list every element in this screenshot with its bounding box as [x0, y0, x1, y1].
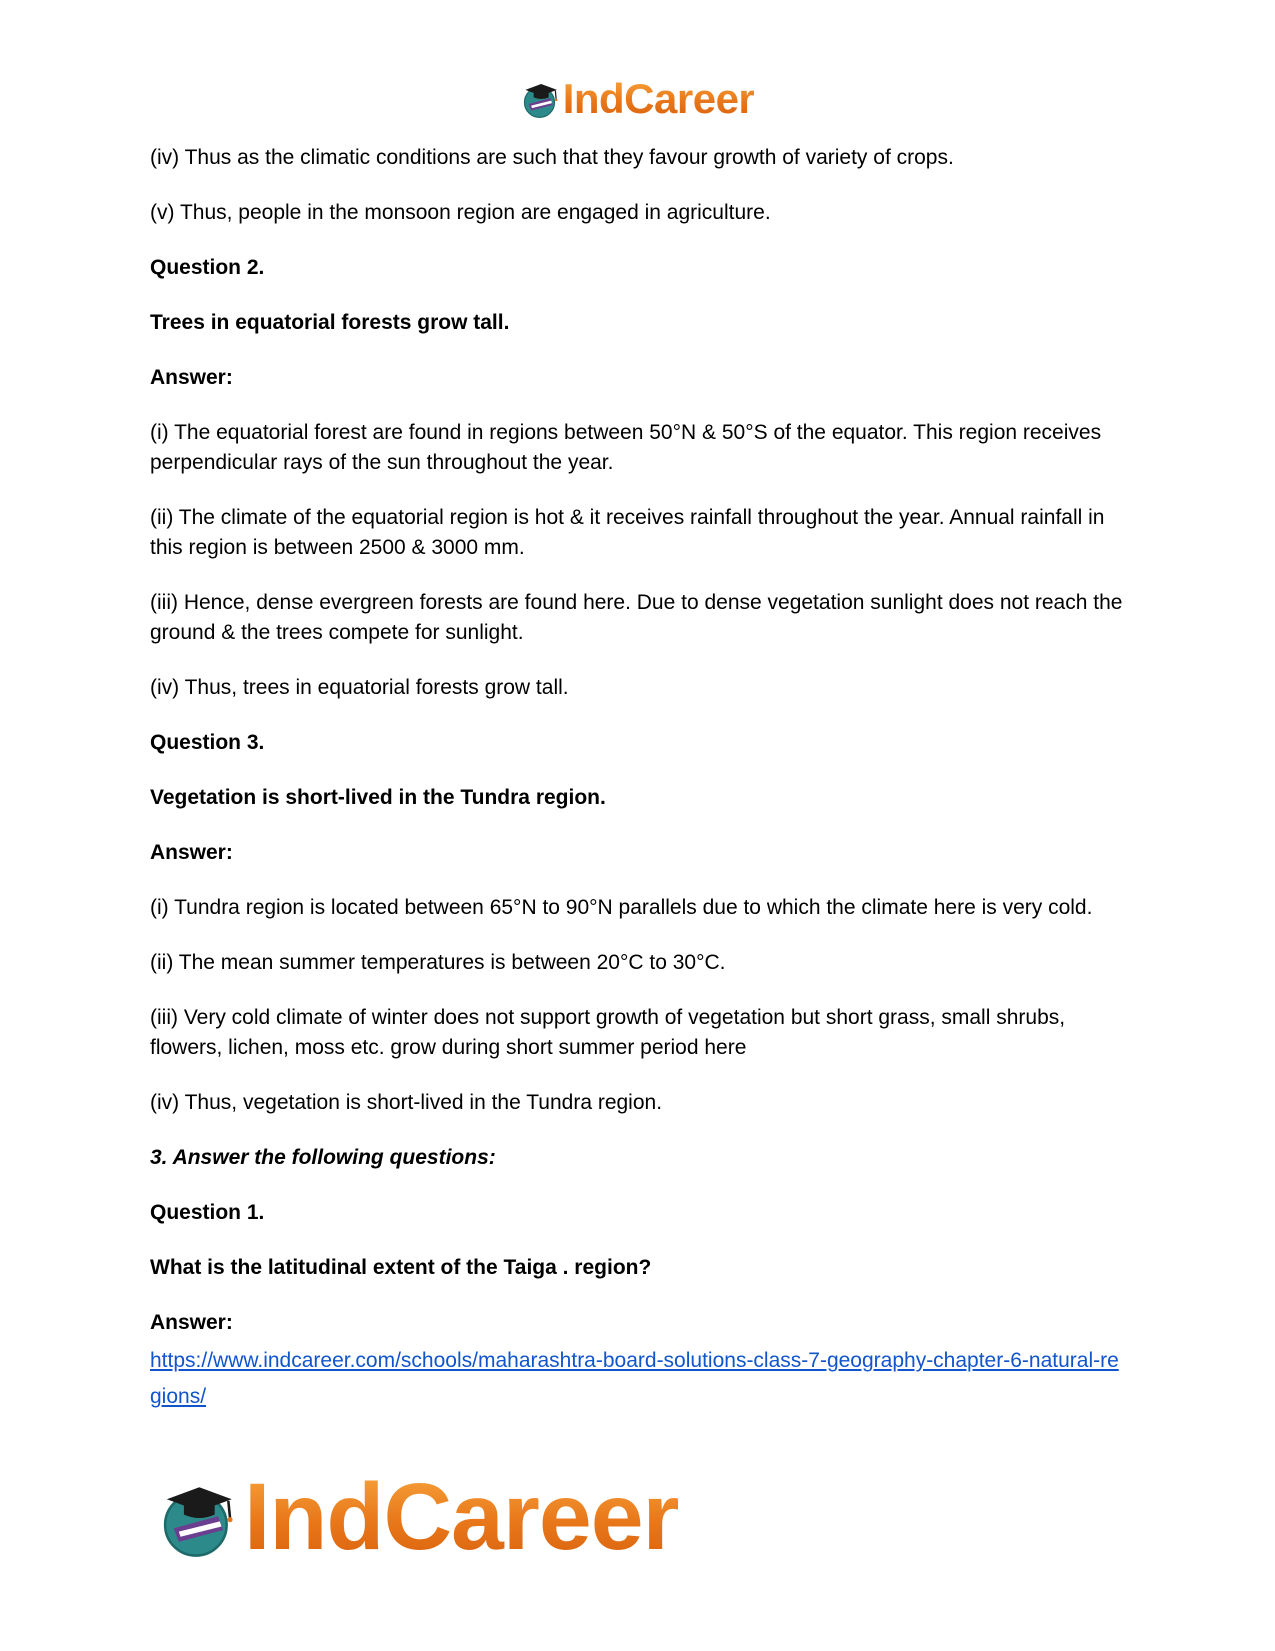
logo-text: IndCareer: [562, 75, 755, 122]
question-heading: Question 1.: [150, 1201, 265, 1224]
paragraph: (iii) Very cold climate of winter does not support growth of vegetation but short grass, small shrubs, flowers, lichen, moss etc. grow during short summer period here: [150, 1006, 1066, 1059]
paragraph: (v) Thus, people in the monsoon region are engaged in agriculture.: [150, 201, 771, 224]
paragraph: (iv) Thus as the climatic conditions are such that they favour growth of variety of crops.: [150, 146, 954, 169]
globe-book-graduation-cap-icon: [521, 79, 563, 119]
paragraph: (ii) The mean summer temperatures is between 20°C to 30°C.: [150, 951, 726, 974]
question-text: Vegetation is short-lived in the Tundra region.: [150, 786, 606, 809]
question-heading: Question 3.: [150, 731, 265, 754]
document-body: [150, 143, 1140, 1415]
paragraph: (iii) Hence, dense evergreen forests are found here. Due to dense vegetation sunlight does not reach the ground & the trees compete for sunlight.: [150, 591, 1123, 644]
paragraph: (i) Tundra region is located between 65°N to 90°N parallels due to which the climate here is very cold.: [150, 896, 1093, 919]
paragraph: (iv) Thus, trees in equatorial forests grow tall.: [150, 676, 569, 699]
paragraph: (ii) The climate of the equatorial region is hot & it receives rainfall throughout the year. Annual rainfall in this region is between 2500 & 3000 mm.: [150, 506, 1105, 559]
logo: [521, 75, 755, 122]
paragraph: (i) The equatorial forest are found in regions between 50°N & 50°S of the equator. This region receives perpendicular rays of the sun throughout the year.: [150, 421, 1102, 474]
answer-label: Answer:: [150, 841, 233, 864]
question-text: Trees in equatorial forests grow tall.: [150, 311, 510, 334]
logo-text: IndCareer: [244, 1464, 679, 1570]
source-link[interactable]: https://www.indcareer.com/schools/maharashtra-board-solutions-class-7-geography-chapter-6-natural-regions/: [150, 1349, 1119, 1408]
answer-label: Answer:: [150, 366, 233, 389]
question-heading: Question 2.: [150, 256, 265, 279]
globe-book-graduation-cap-icon: [158, 1477, 244, 1559]
question-text: What is the latitudinal extent of the Taiga . region?: [150, 1256, 652, 1279]
paragraph: (iv) Thus, vegetation is short-lived in the Tundra region.: [150, 1091, 663, 1114]
logo: [158, 1464, 679, 1570]
footer-logo: [158, 1464, 679, 1570]
header-logo: [0, 75, 1275, 122]
section-heading: 3. Answer the following questions:: [150, 1146, 496, 1169]
answer-label: Answer:: [150, 1311, 233, 1334]
